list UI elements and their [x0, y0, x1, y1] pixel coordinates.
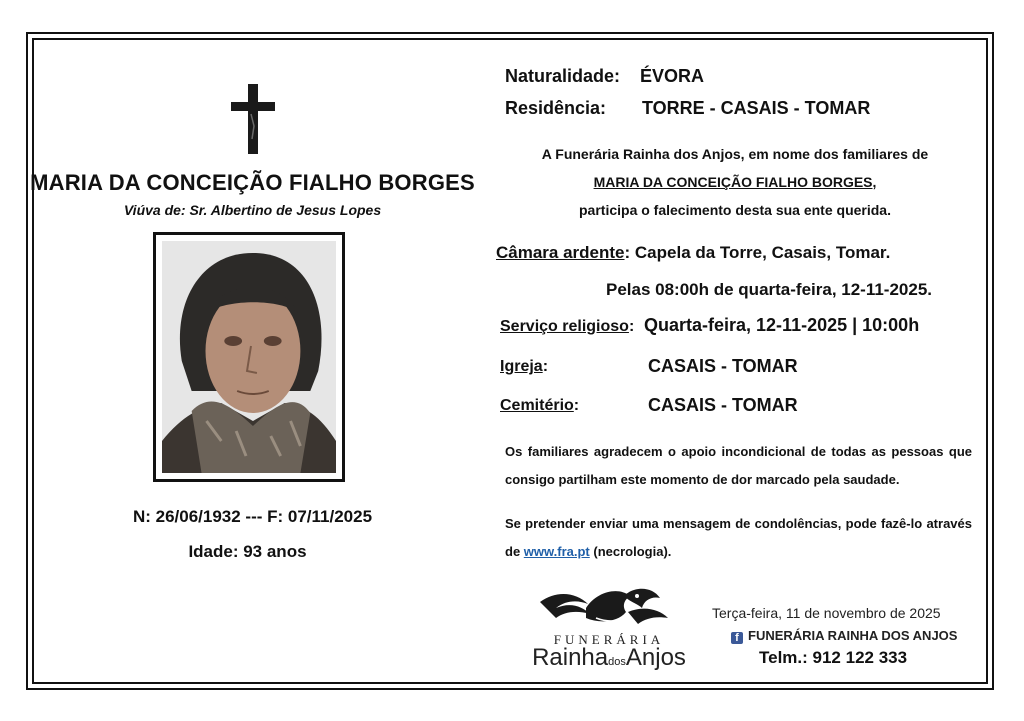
cemiterio-label-row — [500, 397, 579, 415]
igreja-colon: : — [542, 358, 549, 375]
facebook-page-name[interactable]: FUNERÁRIA RAINHA DOS ANJOS — [748, 628, 958, 643]
fra-website-link[interactable]: www.fra.pt — [523, 544, 590, 559]
intro-line-1: A Funerária Rainha dos Anjos, em nome dos familiares de — [541, 146, 929, 162]
birth-death-dates: N: 26/06/1932 --- F: 07/11/2025 — [132, 507, 373, 526]
cross-icon — [231, 84, 275, 154]
thanks-message: Os familiares agradecem o apoio incondicional de todas as pessoas que consigo partilham este momento de dor marcado pela saudade. — [505, 444, 972, 487]
servico-religioso-label-row — [500, 318, 634, 336]
residencia-value: TORRE - CASAIS - TOMAR — [642, 98, 871, 118]
naturalidade-value: ÉVORA — [640, 66, 705, 86]
notice-date: Terça-feira, 11 de novembro de 2025 — [712, 605, 941, 621]
cemiterio-colon: : — [573, 397, 580, 414]
logo-word-anjos: Anjos — [625, 644, 686, 671]
facebook-icon: f — [731, 632, 743, 644]
igreja-label: Igreja — [500, 358, 543, 375]
portrait-photo — [162, 241, 336, 473]
condolences-message — [505, 510, 972, 566]
intro-name: MARIA DA CONCEIÇÃO FIALHO BORGES, — [593, 174, 877, 190]
servico-religioso-label: Serviço religioso — [500, 318, 629, 335]
camara-ardente-label: Câmara ardente — [496, 243, 625, 262]
phone-number: Telm.: 912 122 333 — [759, 648, 908, 667]
logo-word-funeraria: FUNERÁRIA — [553, 632, 665, 647]
igreja-value: CASAIS - TOMAR — [648, 356, 798, 376]
facebook-line — [731, 628, 957, 644]
logo-word-rainha-dos-anjos — [526, 644, 692, 672]
naturalidade-label: Naturalidade: — [505, 66, 621, 86]
portrait-frame — [153, 232, 345, 482]
deceased-name: MARIA DA CONCEIÇÃO FIALHO BORGES — [30, 170, 475, 195]
camara-ardente-value: : Capela da Torre, Casais, Tomar. — [624, 243, 891, 262]
camara-ardente-row — [496, 243, 890, 263]
igreja-label-row — [500, 358, 548, 376]
logo-word-dos: dos — [608, 656, 626, 668]
condolences-text: Se pretender enviar uma mensagem de condolências, pode fazê-lo através de — [505, 516, 972, 559]
cemiterio-value: CASAIS - TOMAR — [648, 395, 798, 415]
intro-line-3: participa o falecimento desta sua ente querida. — [579, 202, 891, 218]
residencia-label: Residência: — [505, 98, 607, 118]
servico-religioso-value: Quarta-feira, 12-11-2025 | 10:00h — [644, 315, 920, 335]
logo-word-rainha: Rainha — [532, 644, 609, 671]
cemiterio-label: Cemitério — [500, 397, 574, 414]
widow-line: Viúva de: Sr. Albertino de Jesus Lopes — [123, 202, 382, 218]
age: Idade: 93 anos — [188, 542, 307, 561]
condolences-suffix: (necrologia). — [589, 544, 672, 559]
servico-colon: : — [628, 318, 635, 335]
camara-ardente-time: Pelas 08:00h de quarta-feira, 12-11-2025. — [606, 280, 933, 299]
